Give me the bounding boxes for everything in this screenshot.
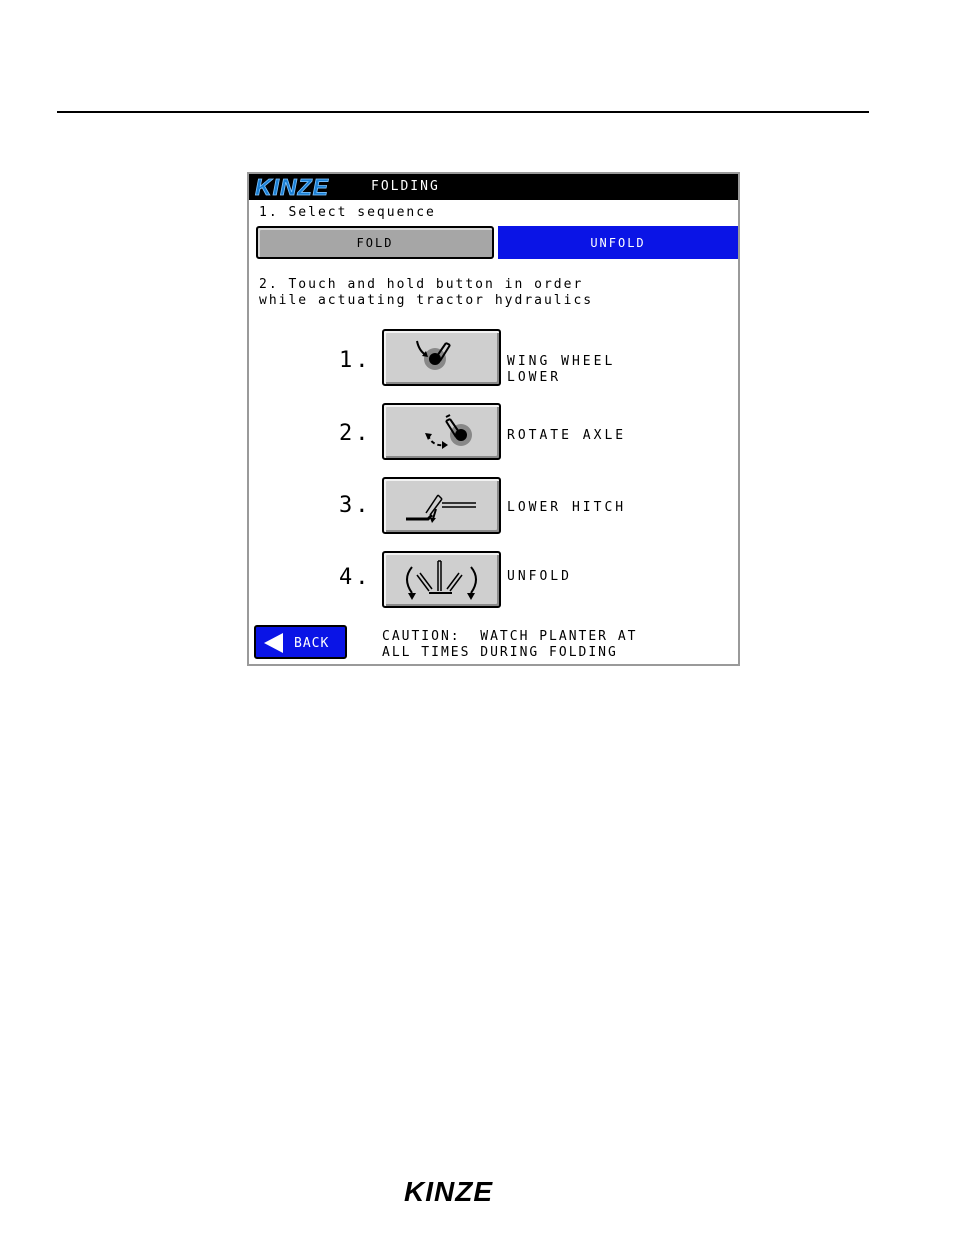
unfold-wings-button[interactable] xyxy=(382,551,501,608)
step2-label: 2. Touch and hold button in order while actuating tractor hydraulics xyxy=(259,277,594,308)
lower-hitch-icon xyxy=(384,479,499,532)
lower-hitch-button[interactable] xyxy=(382,477,501,534)
wing-wheel-lower-label: WING WHEEL LOWER xyxy=(507,354,616,385)
rotate-axle-label: ROTATE AXLE xyxy=(507,428,627,443)
header-rule xyxy=(57,111,869,113)
step-number-1: 1. xyxy=(339,348,372,373)
unfold-button[interactable]: UNFOLD xyxy=(498,226,738,259)
back-button-label: BACK xyxy=(294,636,330,651)
wing-wheel-lower-button[interactable] xyxy=(382,329,501,386)
step1-label: 1. Select sequence xyxy=(259,205,436,220)
step-number-4: 4. xyxy=(339,565,372,590)
rotate-axle-icon xyxy=(384,405,499,458)
unfold-wings-icon xyxy=(384,553,499,606)
title-bar xyxy=(249,174,738,200)
screen-title: FOLDING xyxy=(371,179,440,194)
svg-text:KINZE: KINZE xyxy=(404,1176,493,1206)
wing-wheel-lower-icon xyxy=(384,331,499,384)
svg-text:KINZE: KINZE xyxy=(255,175,329,199)
kinze-footer-logo xyxy=(402,1176,524,1206)
step-number-2: 2. xyxy=(339,421,372,446)
lower-hitch-label: LOWER HITCH xyxy=(507,500,627,515)
unfold-label: UNFOLD xyxy=(507,569,572,584)
back-button[interactable] xyxy=(254,625,347,659)
fold-button[interactable]: FOLD xyxy=(256,226,494,259)
step-number-3: 3. xyxy=(339,493,372,518)
rotate-axle-button[interactable] xyxy=(382,403,501,460)
caution-text: CAUTION: WATCH PLANTER AT ALL TIMES DURING FOLDING xyxy=(382,629,638,660)
folding-screen xyxy=(247,172,740,666)
kinze-logo xyxy=(253,175,355,199)
back-arrow-icon xyxy=(263,632,285,654)
